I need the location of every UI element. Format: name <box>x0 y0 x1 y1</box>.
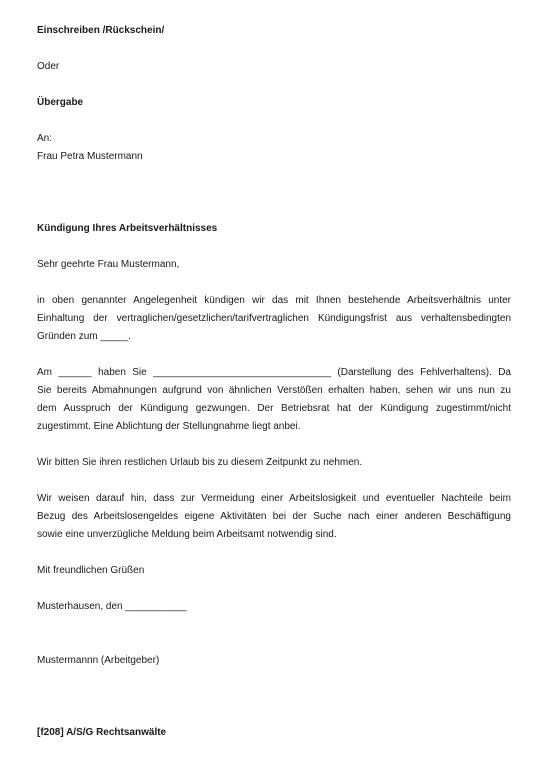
paragraph-termination <box>37 292 511 346</box>
salutation: Sehr geehrte Frau Mustermann, <box>37 259 180 270</box>
handover-text: Übergabe <box>37 97 84 108</box>
paragraph-line: Bezug des Arbeitslosengeldes eigene Aktivitäten bei der Suche nach einer anderen Beschäftigung <box>37 511 511 522</box>
signature: Mustermannn (Arbeitgeber) <box>37 655 160 666</box>
delivery-method: Einschreiben /Rückschein/ <box>37 25 165 36</box>
paragraph-misconduct <box>37 364 511 436</box>
paragraph-line: Einhaltung der vertraglichen/gesetzlichen/tarifvertraglichen Kündigungsfrist aus verhaltensbedingten <box>37 313 511 324</box>
paragraph-vacation: Wir bitten Sie ihren restlichen Urlaub bis zu diesem Zeitpunkt zu nehmen. <box>37 457 363 468</box>
letter-subject: Kündigung Ihres Arbeitsverhältnisses <box>37 223 218 234</box>
closing: Mit freundlichen Grüßen <box>37 565 145 576</box>
paragraph-line: Am ______ haben Sie ________________________________ (Darstellung des Fehlverhaltens). Da <box>37 367 511 378</box>
paragraph-line: Sie bereits Abmahnungen aufgrund von ähnlichen Verstößen erhalten haben, sehen wir uns nun zu <box>37 385 511 396</box>
paragraph-line: sowie eine unverzügliche Meldung beim Arbeitsamt notwendig sind. <box>37 529 337 540</box>
paragraph-unemployment <box>37 490 511 544</box>
footer-source: [f208] A/S/G Rechtsanwälte <box>37 727 167 738</box>
paragraph-line: in oben genannter Angelegenheit kündigen wir das mit Ihnen bestehende Arbeitsverhältnis unter <box>37 295 511 306</box>
paragraph-line: Wir weisen darauf hin, dass zur Vermeidung einer Arbeitslosigkeit und eventueller Nachteile beim <box>37 493 511 504</box>
place-date: Musterhausen, den ___________ <box>37 601 187 612</box>
or-text: Oder <box>37 61 60 72</box>
recipient-name: Frau Petra Mustermann <box>37 151 143 162</box>
paragraph-line: zugestimmt. Eine Ablichtung der Stellungnahme liegt anbei. <box>37 421 301 432</box>
paragraph-line: dem Ausspruch der Kündigung gezwungen. Der Betriebsrat hat der Kündigung zugestimmt/nicht <box>37 403 511 414</box>
paragraph-line: Gründen zum _____. <box>37 331 131 342</box>
to-label: An: <box>37 133 53 144</box>
